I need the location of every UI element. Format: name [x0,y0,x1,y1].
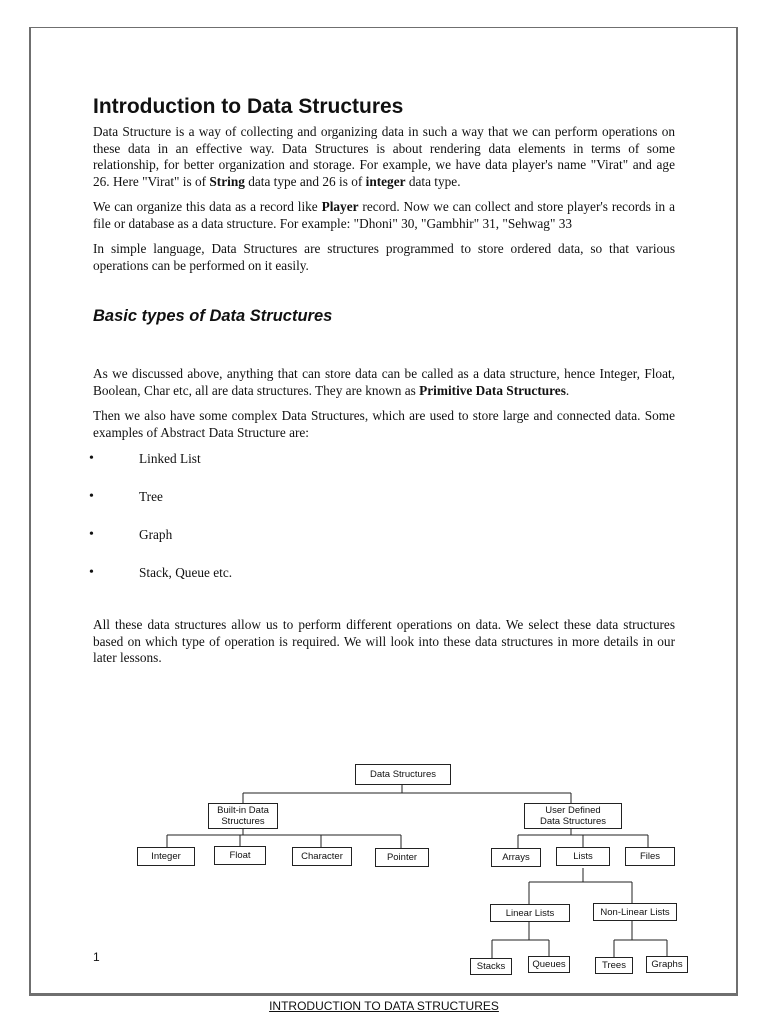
node-trees: Trees [595,957,633,974]
node-lists: Lists [556,847,610,866]
examples-list [93,451,675,603]
paragraph-complex: Then we also have some complex Data Structures, which are used to store large and connected data. Some examples of Abstract Data Structure are: [93,408,675,440]
paragraph-record: We can organize this data as a record like Player record. Now we can collect and store player's records in a file or database as a data structure. For example: "Dhoni" 30, "Gambhir" 31, "Sehwag" 33 [93,199,675,231]
node-pointer: Pointer [375,848,429,867]
data-structures-diagram [130,755,700,985]
list-item: • Graph [93,527,675,565]
paragraph-simple: In simple language, Data Structures are structures programmed to store ordered data, so that various operations can be performed on it easily. [93,241,675,273]
node-files: Files [625,847,675,866]
page-number: 1 [93,950,100,964]
node-graphs: Graphs [646,956,688,973]
node-user-defined-data-structures: User Defined Data Structures [524,803,622,829]
list-item: • Tree [93,489,675,527]
node-linear-lists: Linear Lists [490,904,570,922]
node-integer: Integer [137,847,195,866]
list-item: • Stack, Queue etc. [93,565,675,603]
paragraph-definition: Data Structure is a way of collecting and organizing data in such a way that we can perform operations on these data in an effective way. Data Structures is about rendering data elements in terms of some relationship, for better organization and storage. For example, we have data player's name "Virat" and age 26. Here "Virat" is of String data type and 26 is of integer data type. [93,124,675,189]
node-stacks: Stacks [470,958,512,975]
node-non-linear-lists: Non-Linear Lists [593,903,677,921]
document-body [93,94,675,676]
node-queues: Queues [528,956,570,973]
page-footer: INTRODUCTION TO DATA STRUCTURES [269,999,499,1013]
paragraph-summary: All these data structures allow us to perform different operations on data. We select these data structures based on which type of operation is required. We will look into these data structures in more details in our later lessons. [93,617,675,665]
node-float: Float [214,846,266,865]
node-built-in-data-structures: Built-in Data Structures [208,803,278,829]
section-heading: Basic types of Data Structures [93,307,333,325]
list-item: • Linked List [93,451,675,489]
page-title: Introduction to Data Structures [93,95,404,118]
node-data-structures: Data Structures [355,764,451,785]
diagram-connectors [130,755,700,985]
node-character: Character [292,847,352,866]
paragraph-primitive: As we discussed above, anything that can store data can be called as a data structure, hence Integer, Float, Boolean, Char etc, all are data structures. They are known as Primitive Data Structures. [93,366,675,398]
node-arrays: Arrays [491,848,541,867]
